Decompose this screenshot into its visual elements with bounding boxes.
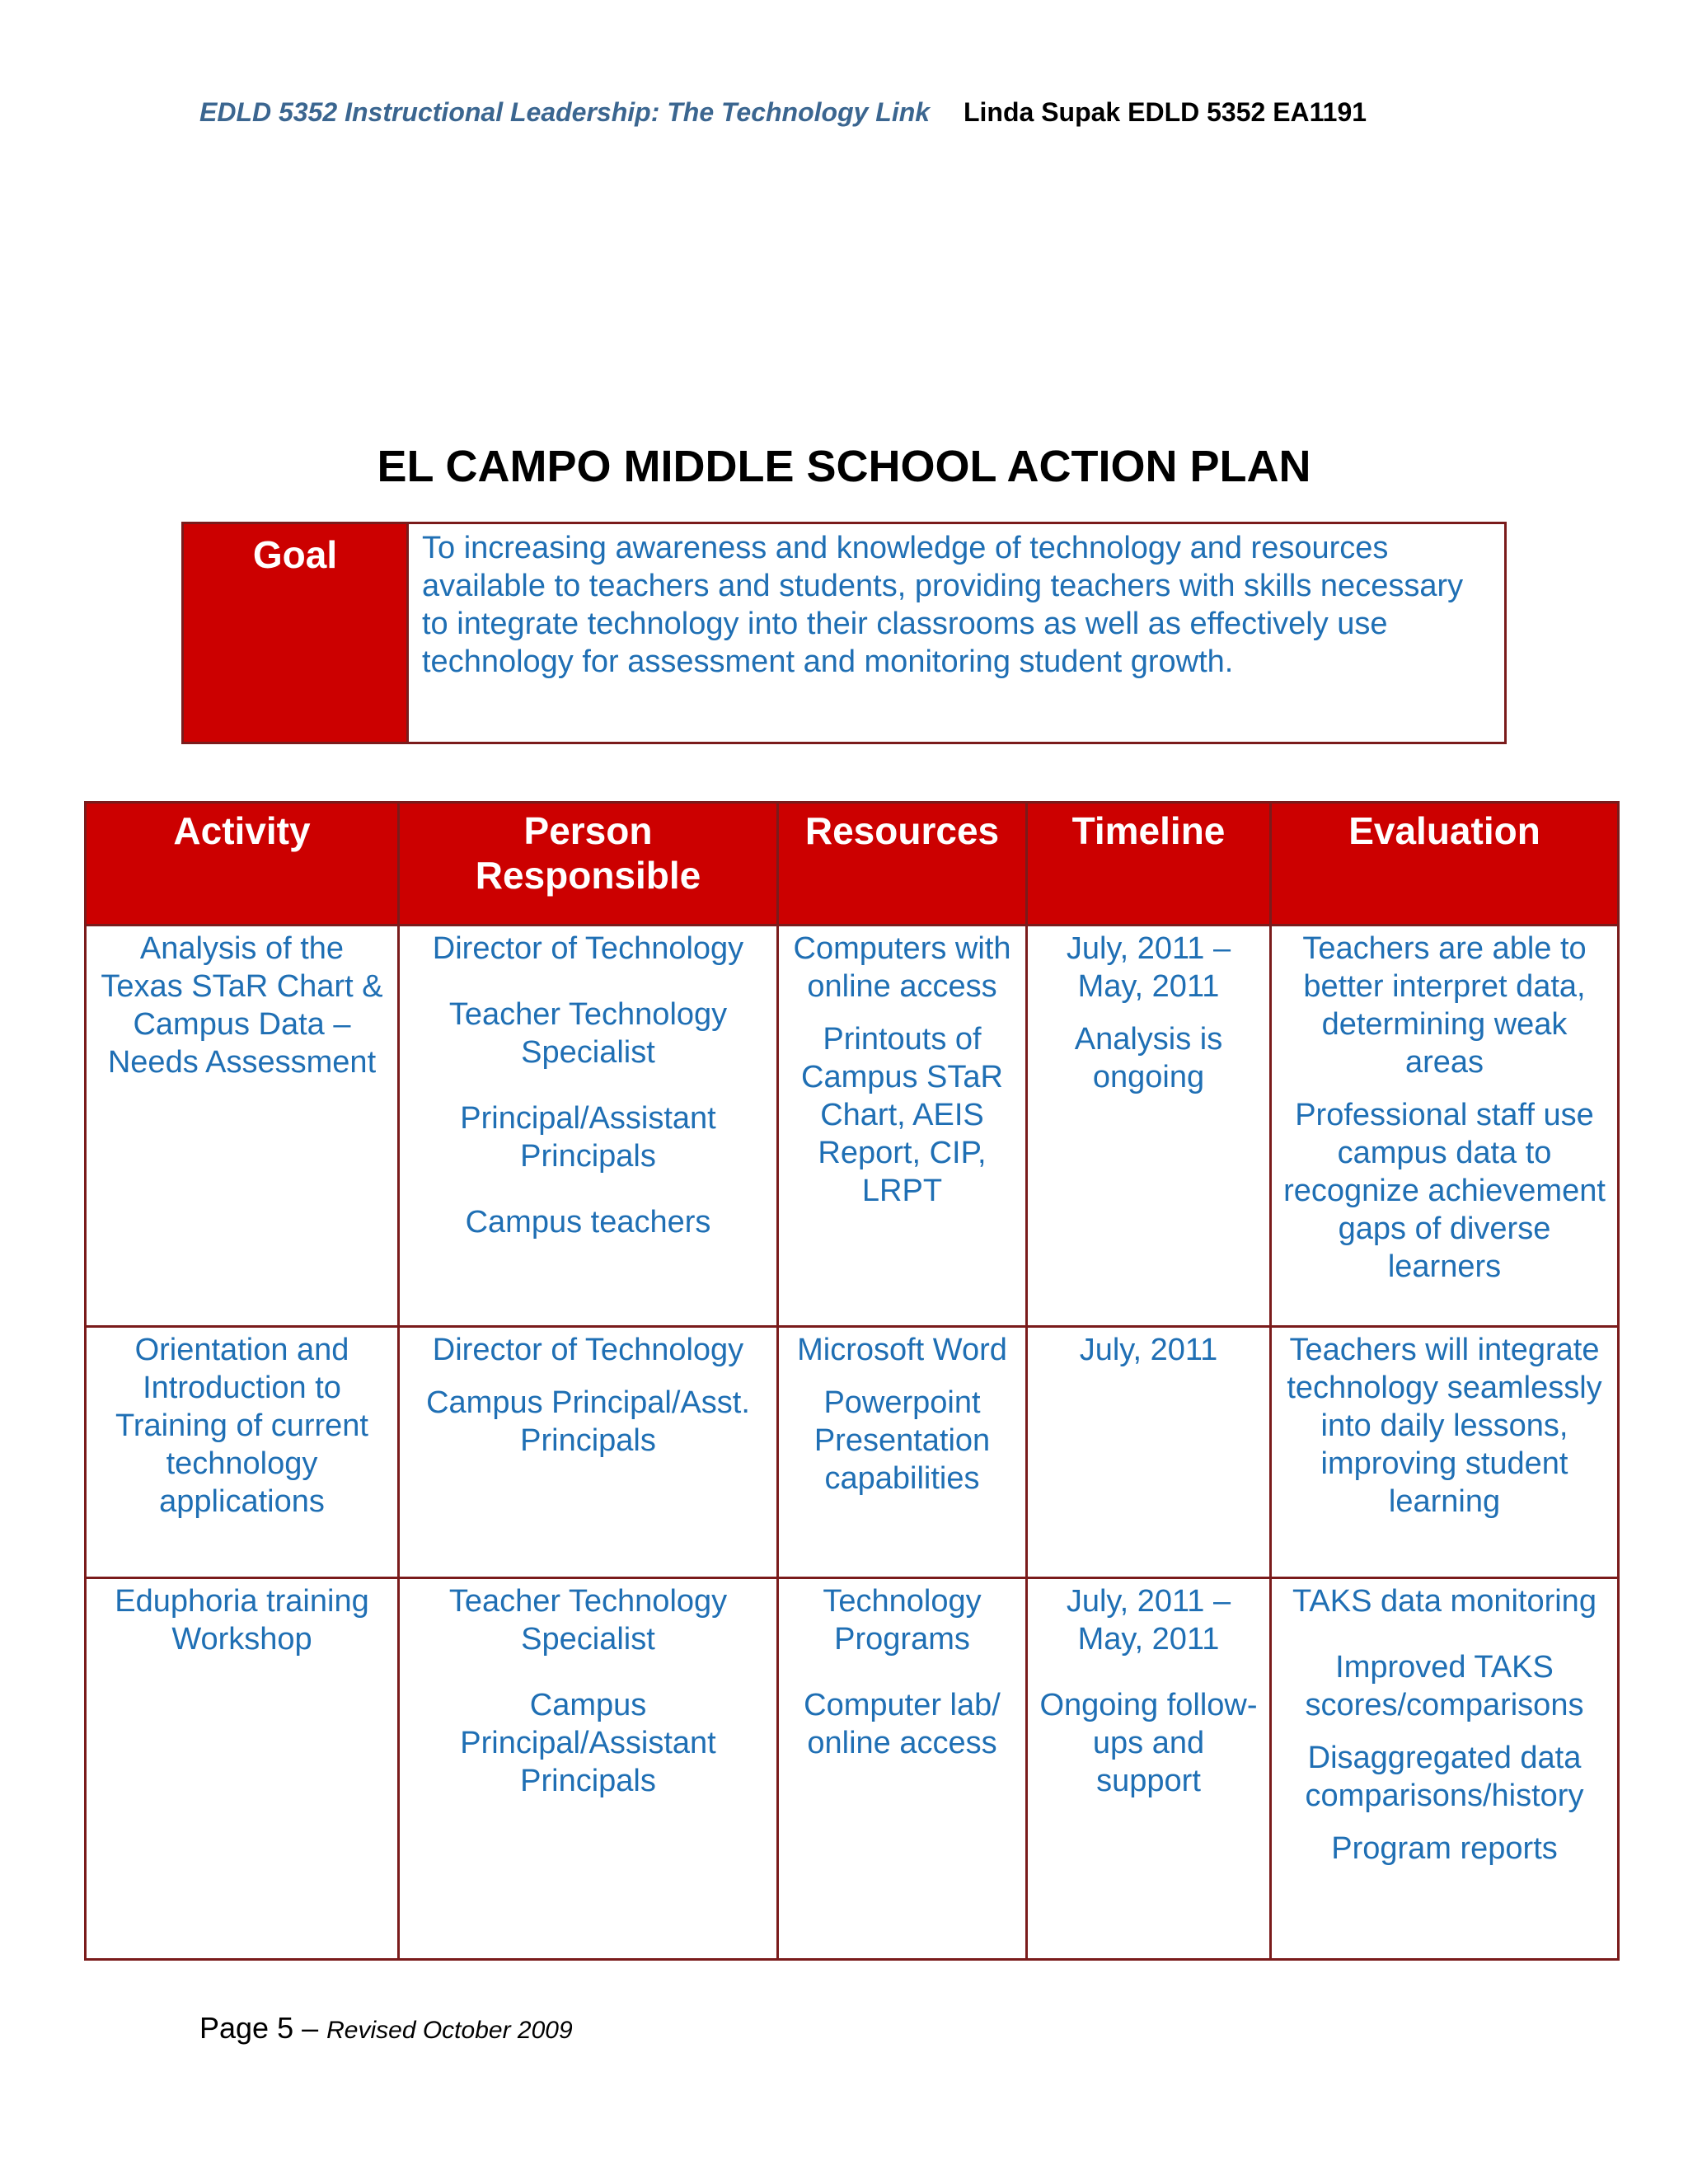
cell-text: Microsoft Word bbox=[797, 1333, 1007, 1367]
cell-text: Disaggregated data comparisons/history bbox=[1305, 1741, 1584, 1813]
header-person-responsible: Person Responsible bbox=[399, 803, 778, 926]
header-activity: Activity bbox=[86, 803, 399, 926]
cell-text: Powerpoint Presentation capabilities bbox=[814, 1385, 991, 1496]
table-row bbox=[86, 1327, 1619, 1578]
revision-date: Revised October 2009 bbox=[326, 2017, 573, 2044]
header-evaluation: Evaluation bbox=[1271, 803, 1619, 926]
person-cell bbox=[399, 926, 778, 1327]
cell-text: Eduphoria training Workshop bbox=[115, 1584, 369, 1657]
cell-text: Ongoing follow-ups and support bbox=[1039, 1688, 1258, 1798]
goal-table bbox=[181, 522, 1507, 744]
cell-text: Analysis of the Texas STaR Chart & Campus Data – Needs Assessment bbox=[101, 931, 383, 1080]
person-cell bbox=[399, 1327, 778, 1578]
cell-text: Teachers will integrate technology seamlessly into daily lessons, improving student learning bbox=[1287, 1333, 1602, 1519]
activity-cell bbox=[86, 1578, 399, 1960]
resources-cell bbox=[778, 926, 1027, 1327]
header-resources: Resources bbox=[778, 803, 1027, 926]
cell-text: Program reports bbox=[1331, 1831, 1558, 1866]
activity-cell bbox=[86, 1327, 399, 1578]
header-timeline: Timeline bbox=[1027, 803, 1271, 926]
cell-text: Improved TAKS scores/comparisons bbox=[1305, 1650, 1584, 1722]
cell-text: Professional staff use campus data to recognize achievement gaps of diverse learners bbox=[1283, 1098, 1606, 1284]
person-cell bbox=[399, 1578, 778, 1960]
page-footer bbox=[199, 2011, 573, 2046]
cell-text: July, 2011 – May, 2011 bbox=[1066, 931, 1231, 1004]
goal-text: To increasing awareness and knowledge of technology and resources available to teachers and students, providing teachers with skills necessary to integrate technology into their classrooms as well as effectively use technology for assessment and monitoring student growth. bbox=[408, 523, 1506, 743]
course-title: EDLD 5352 Instructional Leadership: The Technology Link bbox=[199, 97, 931, 127]
goal-label: Goal bbox=[183, 523, 408, 743]
cell-text: July, 2011 – May, 2011 bbox=[1066, 1584, 1231, 1657]
evaluation-cell bbox=[1271, 1578, 1619, 1960]
evaluation-cell bbox=[1271, 1327, 1619, 1578]
activity-cell bbox=[86, 926, 399, 1327]
page-header bbox=[199, 97, 1367, 128]
cell-text: Campus Principal/Assistant Principals bbox=[460, 1688, 716, 1798]
cell-text: Teacher Technology Specialist bbox=[448, 997, 728, 1070]
resources-cell bbox=[778, 1327, 1027, 1578]
cell-text: July, 2011 bbox=[1079, 1333, 1218, 1367]
cell-text: Director of Technology bbox=[432, 931, 744, 966]
author-info: Linda Supak EDLD 5352 EA1191 bbox=[963, 97, 1367, 127]
cell-text: Analysis is ongoing bbox=[1074, 1022, 1223, 1094]
evaluation-cell bbox=[1271, 926, 1619, 1327]
timeline-cell bbox=[1027, 1327, 1271, 1578]
page-number: Page 5 – bbox=[199, 2011, 327, 2045]
resources-cell bbox=[778, 1578, 1027, 1960]
cell-text: Campus Principal/Asst. Principals bbox=[426, 1385, 750, 1458]
page-title: EL CAMPO MIDDLE SCHOOL ACTION PLAN bbox=[377, 442, 1311, 491]
table-header-row bbox=[86, 803, 1619, 926]
cell-text: Principal/Assistant Principals bbox=[460, 1101, 716, 1174]
cell-text: Technology Programs bbox=[823, 1584, 982, 1657]
timeline-cell bbox=[1027, 926, 1271, 1327]
cell-text: Teacher Technology Specialist bbox=[448, 1584, 728, 1657]
cell-text: Director of Technology bbox=[432, 1333, 744, 1367]
cell-text: Campus teachers bbox=[465, 1205, 711, 1240]
table-row bbox=[86, 1578, 1619, 1960]
table-row bbox=[86, 926, 1619, 1327]
cell-text: Computer lab/ online access bbox=[804, 1688, 1001, 1760]
timeline-cell bbox=[1027, 1578, 1271, 1960]
cell-text: Orientation and Introduction to Training of current technology applications bbox=[115, 1333, 368, 1519]
cell-text: Computers with online access bbox=[793, 931, 1011, 1004]
cell-text: TAKS data monitoring bbox=[1292, 1584, 1597, 1619]
cell-text: Teachers are able to better interpret data, determining weak areas bbox=[1302, 931, 1587, 1080]
cell-text: Printouts of Campus STaR Chart, AEIS Report, CIP, LRPT bbox=[801, 1022, 1003, 1208]
action-plan-table bbox=[84, 801, 1620, 1961]
